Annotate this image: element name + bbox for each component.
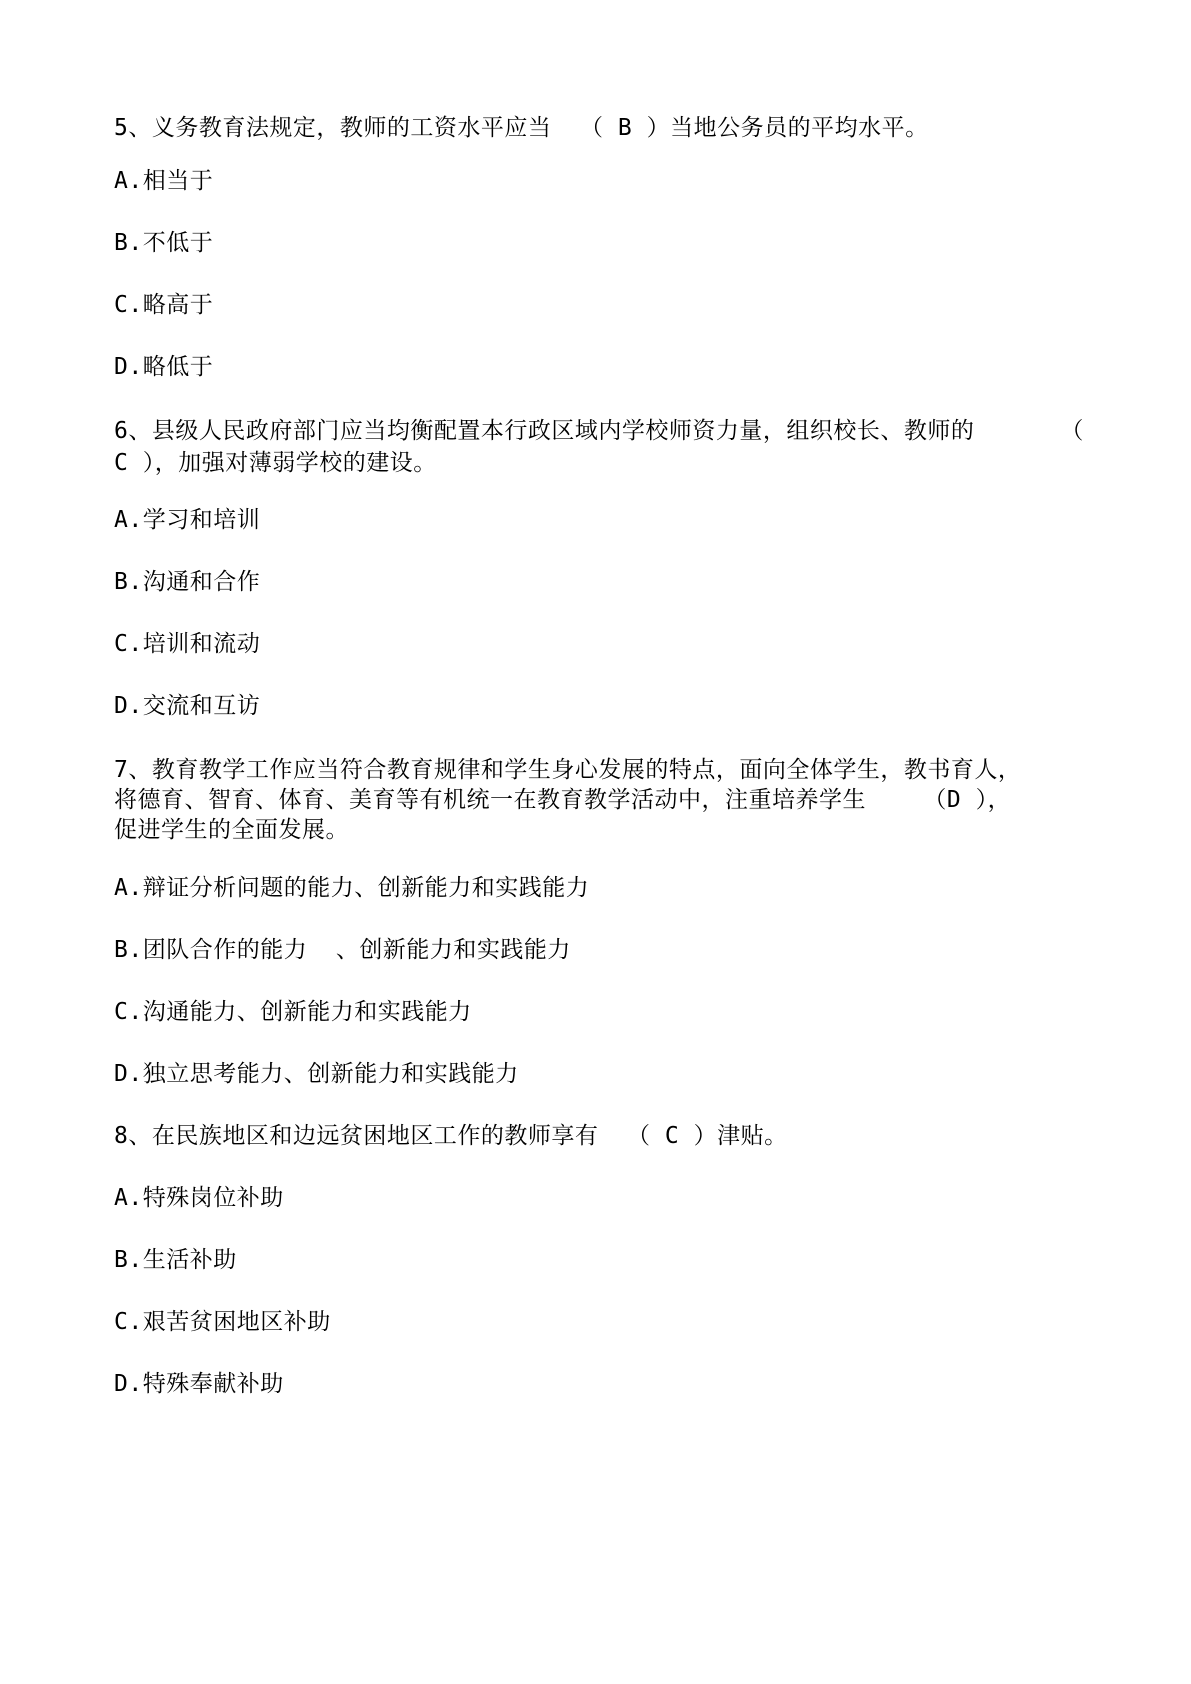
question-6-option-b: B.沟通和合作 [114,569,261,595]
question-8-option-a: A.特殊岗位补助 [114,1185,284,1211]
question-7-option-b: B.团队合作的能力 、创新能力和实践能力 [114,937,571,963]
question-6-option-d: D.交流和互访 [114,693,261,719]
question-5-stem: 5、义务教育法规定，教师的工资水平应当 （ B ）当地公务员的平均水平。 [114,115,929,141]
question-8-stem: 8、在民族地区和边远贫困地区工作的教师享有 （ C ）津贴。 [114,1123,788,1149]
question-5-option-c: C.略高于 [114,292,214,318]
question-6-stem-line-1: 6、县级人民政府部门应当均衡配置本行政区域内学校师资力量，组织校长、教师的 （ [114,418,1084,444]
question-6-option-a: A.学习和培训 [114,507,261,533]
question-7-stem-line-1: 7、教育教学工作应当符合教育规律和学生身心发展的特点，面向全体学生，教书育人， [114,757,1022,783]
question-5-option-d: D.略低于 [114,354,214,380]
question-5-option-b: B.不低于 [114,230,214,256]
question-7-stem-line-3: 促进学生的全面发展。 [114,817,349,843]
question-8-option-c: C.艰苦贫困地区补助 [114,1309,331,1335]
question-8-option-b: B.生活补助 [114,1247,237,1273]
question-8-option-d: D.特殊奉献补助 [114,1371,284,1397]
question-7-option-c: C.沟通能力、创新能力和实践能力 [114,999,472,1025]
question-7-option-d: D.独立思考能力、创新能力和实践能力 [114,1061,519,1087]
question-7-option-a: A.辩证分析问题的能力、创新能力和实践能力 [114,875,590,901]
question-7-stem-line-2: 将德育、智育、体育、美育等有机统一在教育教学活动中，注重培养学生 （D ）， [114,787,1012,813]
question-6-option-c: C.培训和流动 [114,631,261,657]
question-6-stem-line-2: C ），加强对薄弱学校的建设。 [114,450,437,476]
question-5-option-a: A.相当于 [114,168,214,194]
